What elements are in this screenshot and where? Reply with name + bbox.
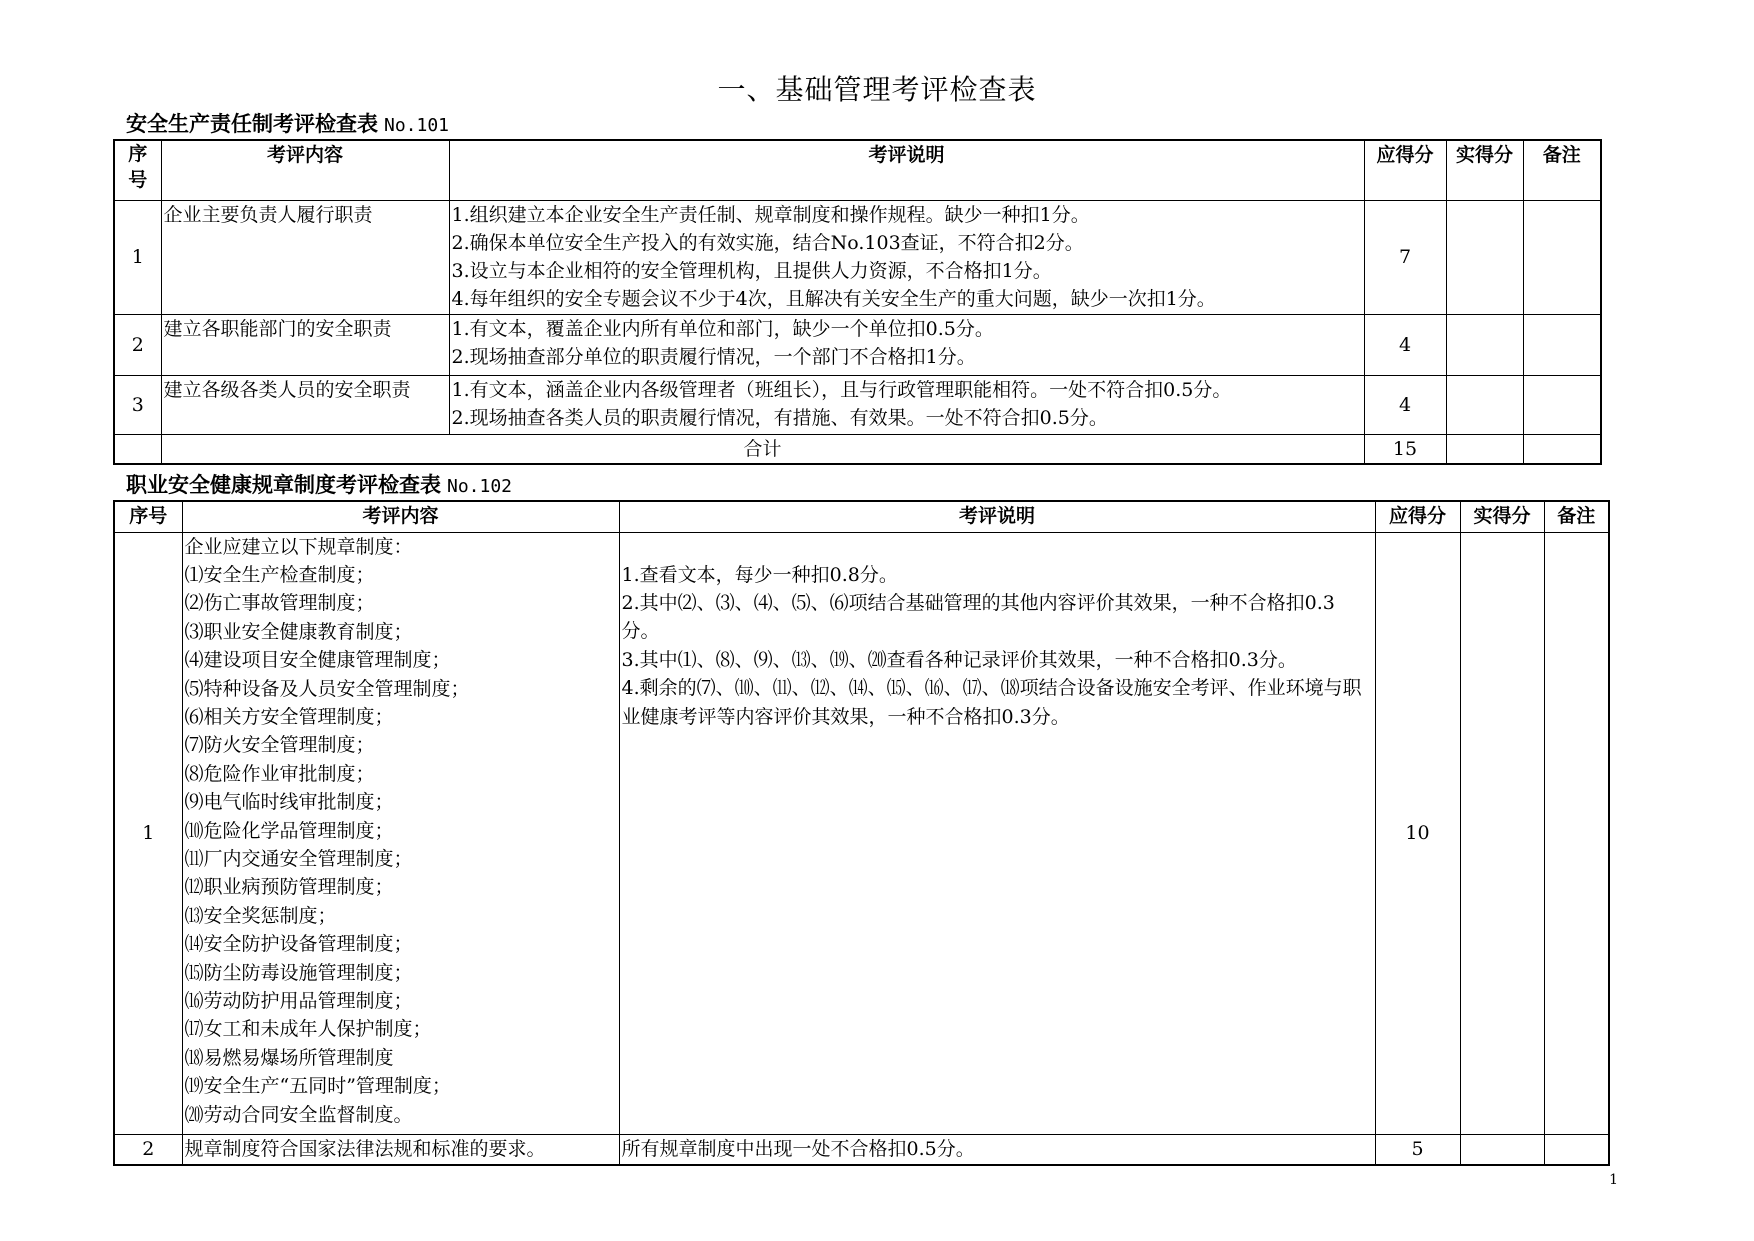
table2-header-seq: 序号	[114, 501, 182, 532]
content-line: ⑶职业安全健康教育制度；	[184, 620, 413, 643]
total-remark	[1523, 434, 1601, 464]
table1-header-row	[114, 140, 1601, 200]
content-line: ⒄女工和未成年人保护制度；	[184, 1018, 432, 1041]
desc-line: 1.组织建立本企业安全生产责任制、规章制度和操作规程。缺少一种扣1分。	[451, 203, 1090, 226]
row-actual	[1446, 314, 1523, 375]
row-content: 建立各级各类人员的安全职责	[161, 375, 449, 434]
total-seq	[114, 434, 161, 464]
row-remark	[1523, 314, 1601, 375]
content-line: ⒀安全奖惩制度；	[184, 904, 337, 927]
content-line: ⑹相关方安全管理制度；	[184, 705, 394, 728]
table1-title-text: 安全生产责任制考评检查表	[126, 112, 378, 136]
content-line: ⑽危险化学品管理制度；	[184, 819, 394, 842]
row-due: 5	[1375, 1134, 1460, 1165]
table1-total-row	[114, 434, 1601, 464]
row-due: 7	[1364, 200, 1446, 314]
content-line: ⑸特种设备及人员安全管理制度；	[184, 677, 470, 700]
row-seq: 2	[114, 314, 161, 375]
row-due: 10	[1375, 532, 1460, 1134]
table2	[113, 500, 1610, 1166]
content-line: 企业应建立以下规章制度：	[184, 535, 413, 558]
table1-title	[126, 108, 449, 138]
table2-title-text: 职业安全健康规章制度考评检查表	[126, 473, 441, 497]
table2-header-actual: 实得分	[1460, 501, 1544, 532]
desc-line: 2.确保本单位安全生产投入的有效实施，结合No.103查证，不符合扣2分。	[451, 231, 1084, 254]
row-remark	[1523, 375, 1601, 434]
desc-line: 2.其中⑵、⑶、⑷、⑸、⑹项结合基础管理的其他内容评价其效果，一种不合格扣0.3分。	[621, 591, 1335, 643]
content-line: ⑾厂内交通安全管理制度；	[184, 847, 413, 870]
table2-header-due: 应得分	[1375, 501, 1460, 532]
table1	[113, 139, 1602, 465]
content-line: ⑴安全生产检查制度；	[184, 563, 375, 586]
desc-line: 3.设立与本企业相符的安全管理机构，且提供人力资源，不合格扣1分。	[451, 259, 1052, 282]
content-line: ⑻危险作业审批制度；	[184, 762, 375, 785]
row-desc	[449, 200, 1364, 314]
desc-line: 2.现场抽查部分单位的职责履行情况，一个部门不合格扣1分。	[451, 345, 976, 368]
table-row	[114, 314, 1601, 375]
content-line: ⑼电气临时线审批制度；	[184, 791, 394, 814]
row-content: 企业主要负责人履行职责	[161, 200, 449, 314]
row-remark	[1544, 1134, 1609, 1165]
table2-header-remark: 备注	[1544, 501, 1609, 532]
table-row	[114, 375, 1601, 434]
table1-header-due: 应得分	[1364, 140, 1446, 200]
desc-line: 1.有文本，覆盖企业内所有单位和部门，缺少一个单位扣0.5分。	[451, 317, 994, 340]
row-actual	[1460, 532, 1544, 1134]
total-due: 15	[1364, 434, 1446, 464]
row-desc	[619, 532, 1375, 1134]
content-line: ⒂防尘防毒设施管理制度；	[184, 961, 413, 984]
content-line: ⒃劳动防护用品管理制度；	[184, 990, 413, 1012]
content-line: ⒅易燃易爆场所管理制度	[184, 1046, 394, 1069]
content-line: ⑺防火安全管理制度；	[184, 734, 375, 757]
row-seq: 1	[114, 200, 161, 314]
row-content: 规章制度符合国家法律法规和标准的要求。	[182, 1134, 619, 1165]
row-actual	[1446, 200, 1523, 314]
desc-line: 4.剩余的⑺、⑽、⑾、⑿、⒁、⒂、⒃、⒄、⒅项结合设备设施安全考评、作业环境与职业健康考评等内容评价其效果，一种不合格扣0.3分。	[621, 677, 1362, 728]
table1-header-content: 考评内容	[161, 140, 449, 200]
content-line: ⑷建设项目安全健康管理制度；	[184, 649, 451, 672]
row-due: 4	[1364, 375, 1446, 434]
table-row	[114, 532, 1609, 1134]
row-seq: 3	[114, 375, 161, 434]
table2-header-desc: 考评说明	[619, 501, 1375, 532]
page-title: 一、基础管理考评检查表	[717, 73, 1037, 106]
row-actual	[1446, 375, 1523, 434]
table2-code: No.102	[447, 476, 513, 497]
row-desc	[449, 314, 1364, 375]
row-due: 4	[1364, 314, 1446, 375]
table2-header-row	[114, 501, 1609, 532]
total-label: 合计	[161, 434, 1364, 464]
row-actual	[1460, 1134, 1544, 1165]
desc-line: 4.每年组织的安全专题会议不少于4次，且解决有关安全生产的重大问题，缺少一次扣1分。	[451, 287, 1216, 310]
row-desc: 所有规章制度中出现一处不合格扣0.5分。	[619, 1134, 1375, 1165]
table-row	[114, 200, 1601, 314]
table-row	[114, 1134, 1609, 1165]
content-line: ⒆安全生产“五同时”管理制度；	[184, 1075, 451, 1098]
content-line: ⑿职业病预防管理制度；	[184, 876, 394, 899]
table2-title	[126, 469, 512, 499]
table1-header-seq: 序号	[114, 140, 161, 200]
row-remark	[1544, 532, 1609, 1134]
table1-header-actual: 实得分	[1446, 140, 1523, 200]
table1-header-desc: 考评说明	[449, 140, 1364, 200]
desc-line: 2.现场抽查各类人员的职责履行情况，有措施、有效果。一处不符合扣0.5分。	[451, 406, 1108, 429]
row-content: 建立各职能部门的安全职责	[161, 314, 449, 375]
content-line: ⒇劳动合同安全监督制度。	[184, 1103, 413, 1126]
desc-line: 1.有文本，涵盖企业内各级管理者（班组长），且与行政管理职能相符。一处不符合扣0.5分。	[451, 378, 1232, 401]
row-seq: 2	[114, 1134, 182, 1165]
content-line: ⒁安全防护设备管理制度；	[184, 933, 413, 956]
table1-code: No.101	[384, 115, 450, 136]
total-actual	[1446, 434, 1523, 464]
row-seq: 1	[114, 532, 182, 1134]
desc-line: 3.其中⑴、⑻、⑼、⒀、⒆、⒇查看各种记录评价其效果，一种不合格扣0.3分。	[621, 648, 1297, 671]
desc-line: 1.查看文本，每少一种扣0.8分。	[621, 563, 898, 586]
row-desc	[449, 375, 1364, 434]
row-content	[182, 532, 619, 1134]
page-number: 1	[1609, 1172, 1618, 1188]
table2-header-content: 考评内容	[182, 501, 619, 532]
content-line: ⑵伤亡事故管理制度；	[184, 592, 375, 615]
row-remark	[1523, 200, 1601, 314]
table1-header-remark: 备注	[1523, 140, 1601, 200]
